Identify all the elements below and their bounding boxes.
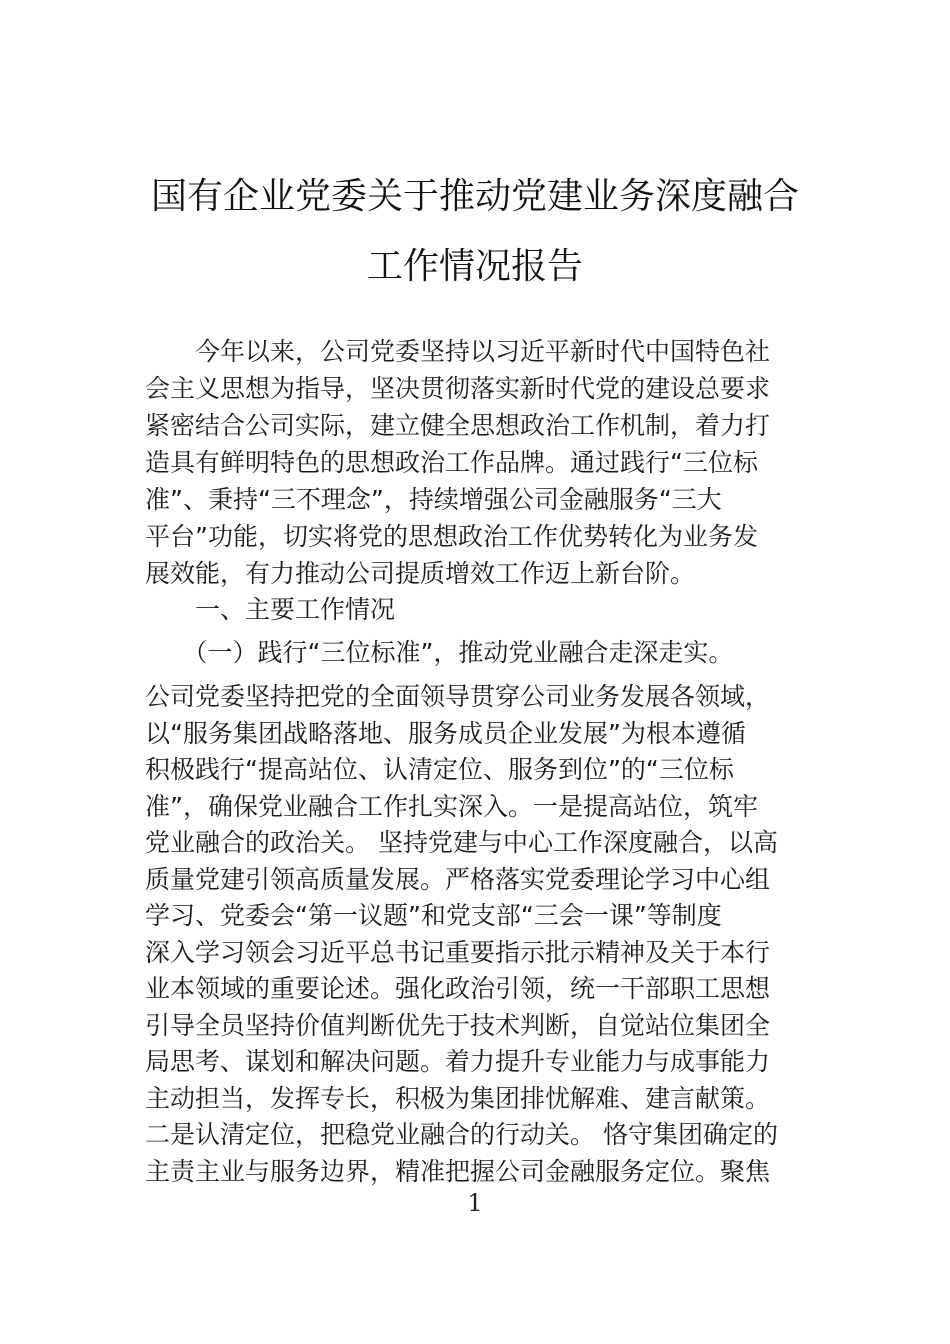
body-line: 质量党建引领高质量发展。严格落实党委理论学习中心组 (145, 865, 771, 894)
body-line: 公司党委坚持把党的全面领导贯穿公司业务发展各领域， (145, 682, 771, 711)
subsection-heading: （一）践行“三位标准”，推动党业融合走深走实。 (145, 638, 734, 667)
body-line: 深入学习领会习近平总书记重要指示批示精神及关于本行 (145, 938, 771, 967)
document-title-line-2: 工作情况报告 (366, 246, 583, 287)
body-line: 二是认清定位，把稳党业融合的行动关。 恪守集团确定的 (145, 1120, 778, 1149)
body-line: 业本领域的重要论述。强化政治引领，统一干部职工思想 (145, 974, 771, 1003)
body-line: 平台”功能，切实将党的思想政治工作优势转化为业务发 (145, 522, 758, 551)
body-line: 以“服务集团战略落地、服务成员企业发展”为根本遵循 (145, 719, 746, 748)
body-line: 准”，确保党业融合工作扎实深入。一是提高站位，筑牢 (145, 792, 758, 821)
body-line: 展效能，有力推动公司提质增效工作迈上新台阶。 (145, 559, 696, 588)
body-line: 学习、党委会“第一议题”和党支部“三会一课”等制度 (145, 901, 722, 930)
body-line: 造具有鲜明特色的思想政治工作品牌。通过践行“三位标 (145, 448, 758, 477)
document-title-line-1: 国有企业党委关于推动党建业务深度融合 (150, 176, 799, 217)
body-line: 主动担当，发挥专长，积极为集团排忧解难、建言献策。 (145, 1084, 771, 1113)
body-line: 主责主业与服务边界，精准把握公司金融服务定位。聚焦 (145, 1157, 771, 1186)
section-heading: 一、主要工作情况 (145, 595, 396, 624)
body-line: 准”、秉持“三不理念”，持续增强公司金融服务“三大 (145, 485, 722, 514)
body-line: 局思考、谋划和解决问题。着力提升专业能力与成事能力 (145, 1047, 771, 1076)
body-line: 今年以来，公司党委坚持以习近平新时代中国特色社 (145, 337, 771, 366)
body-line: 引导全员坚持价值判断优先于技术判断，自觉站位集团全 (145, 1011, 771, 1040)
body-line: 党业融合的政治关。 坚持党建与中心工作深度融合，以高 (145, 828, 778, 857)
body-line: 紧密结合公司实际，建立健全思想政治工作机制，着力打 (145, 411, 771, 440)
body-line: 会主义思想为指导，坚决贯彻落实新时代党的建设总要求 (145, 374, 771, 403)
page-number: 1 (467, 1189, 483, 1217)
body-line: 积极践行“提高站位、认清定位、服务到位”的“三位标 (145, 755, 734, 784)
